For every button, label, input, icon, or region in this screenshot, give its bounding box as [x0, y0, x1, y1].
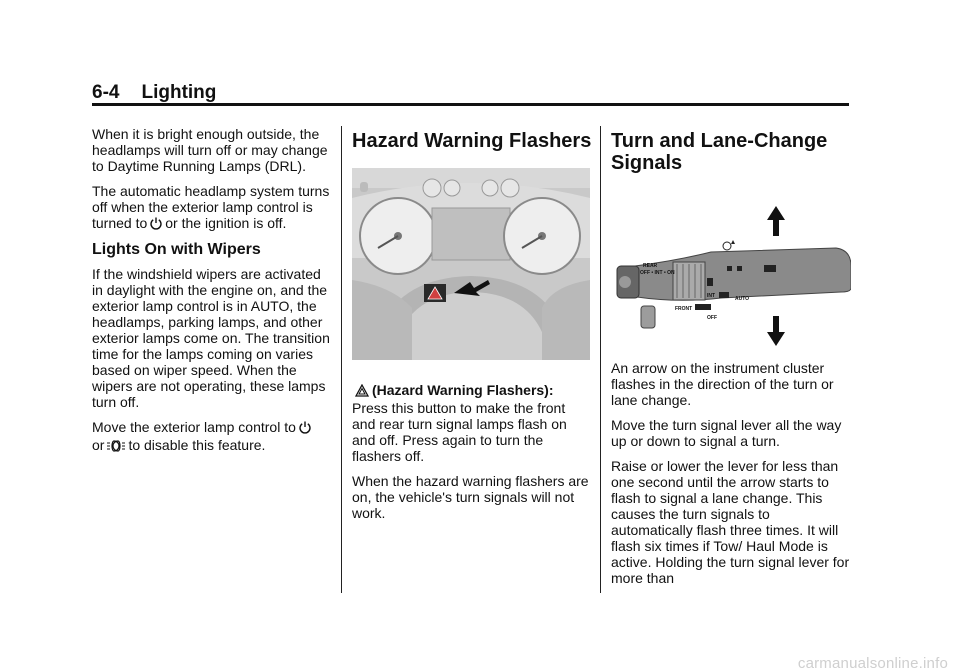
paragraph-hazard-note: When the hazard warning flashers are on, the vehicle's turn signals will not work.	[352, 473, 589, 521]
paragraph-auto-off-text-a: The automatic headlamp system turns off when the exterior lamp control is turned to	[92, 183, 330, 231]
page-number: 6-4	[92, 82, 120, 103]
dashboard-photo	[352, 168, 592, 360]
watermark: carmanualsonline.info	[797, 655, 948, 672]
down-arrow-icon	[767, 316, 785, 346]
paragraph-disable	[92, 419, 332, 455]
paragraph-drl: When it is bright enough outside, the headlamps will turn off or may change to Daytime Running Lamps (DRL).	[92, 126, 328, 174]
paragraph-hazard-button	[352, 382, 592, 464]
lever-label-modes: OFF • INT • ON	[640, 270, 675, 276]
power-off-icon	[299, 421, 311, 437]
lever-label-auto: AUTO	[735, 296, 750, 302]
section-title: Lighting	[141, 82, 217, 103]
hazard-label: (Hazard Warning Flashers):	[372, 382, 554, 398]
subheading-lights-on-with-wipers: Lights On with Wipers	[92, 241, 261, 258]
column-divider-1	[341, 126, 342, 593]
paragraph-disable-text-b: or	[92, 437, 105, 453]
lever-label-int: INT	[707, 293, 716, 299]
column-divider-2	[600, 126, 601, 593]
power-off-icon	[150, 217, 162, 233]
paragraph-move-lever: Move the turn signal lever all the way up or down to signal a turn.	[611, 417, 842, 449]
page-header	[92, 82, 216, 104]
turn-signal-lever-illustration	[611, 188, 851, 350]
column-3	[611, 130, 851, 595]
column-2	[352, 130, 592, 530]
lever-label-front: FRONT	[675, 306, 693, 312]
hazard-description: Press this button to make the front and rear turn signal lamps flash on and off. Press again to turn the flashers off.	[352, 400, 567, 464]
column-1	[92, 126, 332, 464]
paragraph-auto-off-text-b: or the ignition is off.	[165, 215, 287, 231]
paragraph-wipers: If the windshield wipers are activated in daylight with the engine on, and the exterior lamp control is in AUTO, the headlamps, parking lamps, and other exterior lamps come on. The transition time for the lamps coming on varies based on wiper speed. When the wipers are not operating, these lamps turn off.	[92, 266, 330, 410]
header-rule	[92, 103, 849, 106]
heading-hazard-warning-flashers: Hazard Warning Flashers	[352, 130, 592, 152]
paragraph-arrow-flashes: An arrow on the instrument cluster flashes in the direction of the turn or lane change.	[611, 360, 834, 408]
paragraph-auto-off	[92, 183, 332, 233]
parking-lamp-icon	[107, 439, 125, 455]
heading-turn-lane-change-signals: Turn and Lane-Change Signals	[611, 130, 828, 174]
lever-label-rear: REAR	[643, 263, 658, 269]
paragraph-disable-text-a: Move the exterior lamp control to	[92, 419, 296, 435]
hazard-warning-icon	[355, 384, 369, 400]
paragraph-lane-change: Raise or lower the lever for less than one second until the arrow starts to flash to signal a lane change. This causes the turn signals to automatically flash three times. It will flash six times if Tow/ Haul Mode is active. Holding the turn signal lever for more than	[611, 458, 850, 586]
paragraph-disable-text-c: to disable this feature.	[128, 437, 266, 453]
up-arrow-icon	[767, 206, 785, 236]
lever-label-off: OFF	[707, 315, 717, 321]
